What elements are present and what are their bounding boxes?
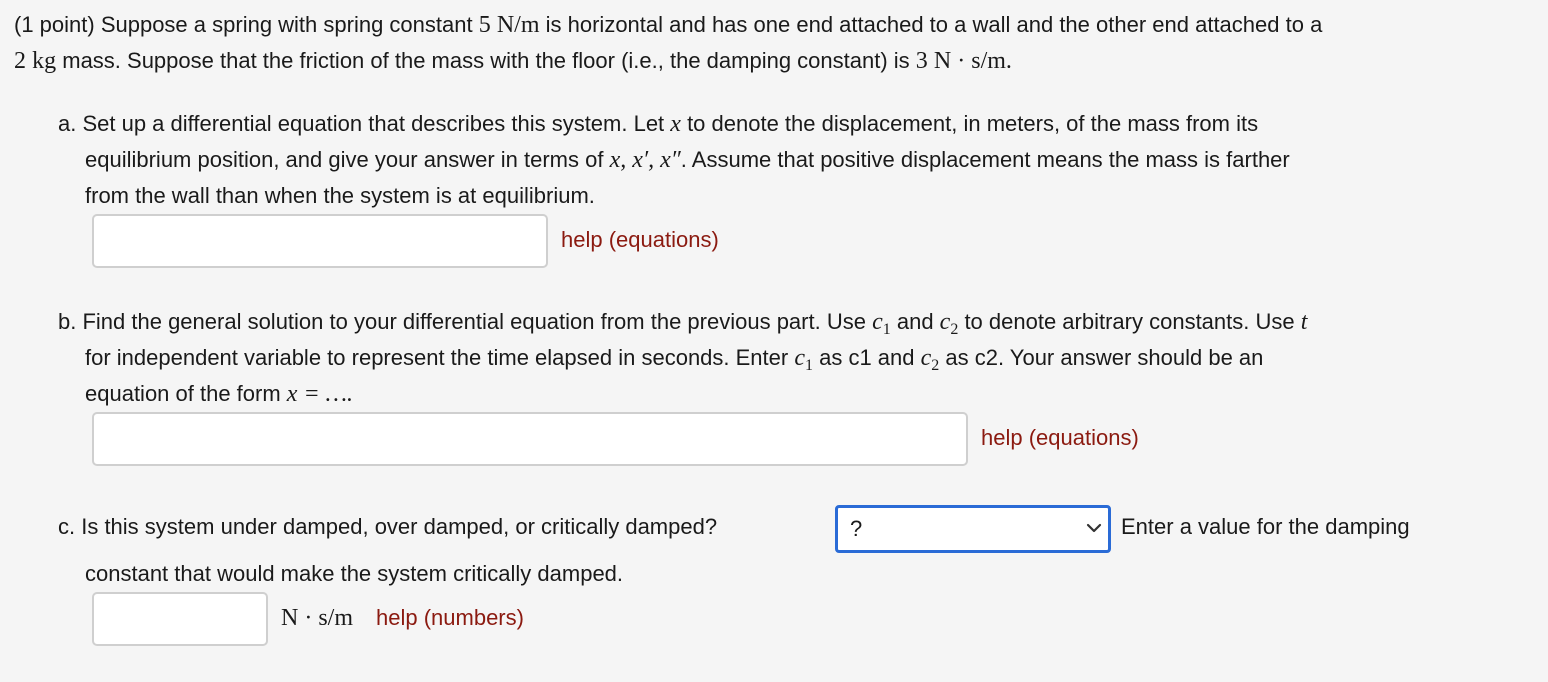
intro-line-2 xyxy=(14,48,1012,74)
intro-text: mass. Suppose that the friction of the mass with the floor (i.e., the damping constant) is xyxy=(56,48,916,73)
mass-value: 2 xyxy=(14,48,26,74)
part-a-line-3: from the wall than when the system is at equilibrium. xyxy=(85,183,595,208)
part-c-line-2: constant that would make the system critically damped. xyxy=(85,561,624,586)
part-b-text: and xyxy=(890,309,940,334)
part-b-text: b. Find the general solution to your differential equation from the previous part. Use xyxy=(58,309,873,334)
part-c-prompt: Enter a value for the damping xyxy=(1121,514,1410,539)
select-value: ? xyxy=(850,516,863,541)
spring-constant-value: 5 xyxy=(478,12,491,38)
help-equations-link-a[interactable]: help (equations) xyxy=(561,227,719,252)
math-var-t: t xyxy=(1300,309,1308,335)
math-sub-1: 1 xyxy=(882,321,891,338)
part-b-line-1 xyxy=(58,309,1307,338)
damping-value: 3 xyxy=(915,48,928,74)
part-b-line-3 xyxy=(85,381,353,407)
intro-text: (1 point) Suppose a spring with spring constant xyxy=(14,12,479,37)
help-numbers-link[interactable]: help (numbers) xyxy=(376,605,524,630)
part-b-text: as c1 and xyxy=(812,345,921,370)
part-b-text: as c2. Your answer should be an xyxy=(939,345,1264,370)
answer-input-b[interactable] xyxy=(92,412,968,466)
damping-unit-label xyxy=(281,605,353,631)
damping-type-select[interactable] xyxy=(835,505,1111,553)
math-c1: c xyxy=(872,309,883,335)
part-a-text: a. Set up a differential equation that describes this system. Let xyxy=(58,111,671,136)
part-c-question: c. Is this system under damped, over damped, or critically damped? xyxy=(58,514,718,539)
part-a-text: equilibrium position, and give your answer in terms of xyxy=(85,147,610,172)
math-sub-2: 2 xyxy=(950,321,959,338)
math-vars: x, x′, x″ xyxy=(609,147,681,173)
help-equations-link-b[interactable]: help (equations) xyxy=(981,425,1139,450)
math-equation-form: x = …. xyxy=(286,381,353,407)
intro-period: . xyxy=(1005,48,1012,74)
math-c2: c xyxy=(920,345,932,371)
spring-constant-unit: N/m xyxy=(496,12,540,38)
part-b-text: for independent variable to represent the time elapsed in seconds. Enter xyxy=(85,345,795,370)
part-b-text: to denote arbitrary constants. Use xyxy=(958,309,1301,334)
part-b-text: equation of the form xyxy=(85,381,287,406)
part-a-text: to denote the displacement, in meters, of the mass from its xyxy=(680,111,1259,136)
math-c2: c xyxy=(939,309,951,335)
math-sub-1: 1 xyxy=(804,357,813,374)
mass-unit: kg xyxy=(32,48,57,74)
damping-unit: N · s/m xyxy=(933,48,1006,74)
part-a-line-2 xyxy=(85,147,1290,173)
answer-input-a[interactable] xyxy=(92,214,548,268)
math-sub-2: 2 xyxy=(931,357,940,374)
part-a-line-1 xyxy=(58,111,1258,137)
part-a-text: . Assume that positive displacement means the mass is farther xyxy=(680,147,1290,172)
math-c1: c xyxy=(794,345,805,371)
part-b-line-2 xyxy=(85,345,1263,374)
chevron-down-icon xyxy=(1086,520,1102,536)
answer-input-c[interactable] xyxy=(92,592,268,646)
math-var-x: x xyxy=(670,111,681,137)
unit-text: N · s/m xyxy=(281,605,353,631)
intro-text: is horizontal and has one end attached to a wall and the other end attached to a xyxy=(539,12,1323,37)
intro-line-1 xyxy=(14,12,1322,38)
